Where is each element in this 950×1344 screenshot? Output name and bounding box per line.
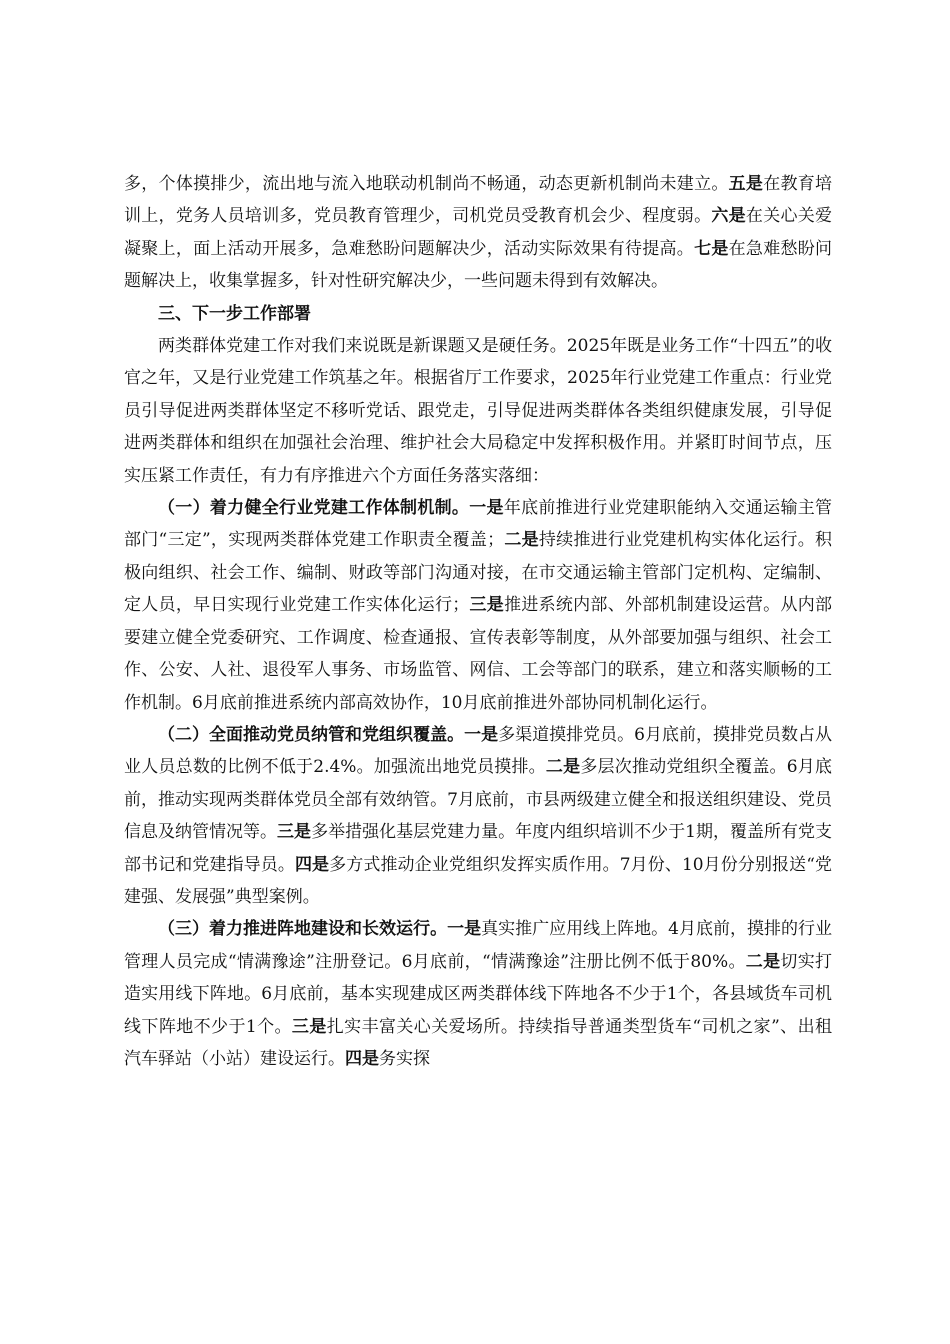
text-run: 切实打造实用线下阵地。6月底前，基本实现建成区两类群体线下阵地各不少于1个，各县域货车司机线下阵地不少于1个。 bbox=[124, 951, 833, 1037]
paragraph-continuation bbox=[124, 168, 832, 298]
ordinal-marker: 一是 bbox=[447, 919, 482, 940]
subsection-2 bbox=[124, 719, 832, 913]
intro-paragraph: 两类群体党建工作对我们来说既是新课题又是硬任务。2025年既是业务工作“十四五”的收官之年，又是行业党建工作筑基之年。根据省厅工作要求，2025年行业党建工作重点：行业党员引导促进两类群体坚定不移听党话、跟党走，引导促进两类群体各类组织健康发展，引导促进两类群体和组织在加强社会治理、维护社会大局稳定中发挥积极作用。并紧盯时间节点，压实压紧工作责任，有力有序推进六个方面任务落实落细： bbox=[124, 336, 832, 486]
ordinal-marker: 三是 bbox=[469, 595, 505, 616]
ordinal-marker: 二是 bbox=[745, 951, 781, 972]
text-run: 持续推进行业党建机构实体化运行。积极向组织、社会工作、编制、财政等部门沟通对接，在市交通运输主管部门定机构、定编制、定人员，早日实现行业党建工作实体化运行； bbox=[124, 530, 832, 616]
text-run: 在教育培训上，党务人员培训多，党员教育管理少，司机党员受教育机会少、程度弱。 bbox=[124, 174, 833, 227]
subsection-title: （一）着力健全行业党建工作体制机制。 bbox=[158, 498, 470, 519]
ordinal-marker: 二是 bbox=[545, 757, 581, 778]
ordinal-marker: 一是 bbox=[469, 498, 504, 519]
text-run: 多层次推动党组织全覆盖。6月底前，推动实现两类群体党员全部有效纳管。7月底前，市县两级建立健全和报送组织建设、党员信息及纳管情况等。 bbox=[124, 757, 832, 843]
section-heading: 三、下一步工作部署 bbox=[158, 303, 311, 324]
ordinal-marker: 二是 bbox=[504, 530, 539, 551]
text-run: 多，个体摸排少，流出地与流入地联动机制尚不畅通，动态更新机制尚未建立。 bbox=[124, 174, 729, 194]
text-run: 务实探 bbox=[379, 1048, 430, 1069]
document-page bbox=[124, 168, 832, 1075]
ordinal-marker: 七是 bbox=[694, 238, 729, 259]
text-run: 多举措强化基层党建力量。年度内组织培训不少于1期，覆盖所有党支部书记和党建指导员。 bbox=[124, 822, 833, 875]
ordinal-marker: 一是 bbox=[464, 724, 499, 745]
text-run: 年底前推进行业党建职能纳入交通运输主管部门“三定”，实现两类群体党建工作职责全覆盖； bbox=[124, 498, 833, 551]
text-run: 在关心关爱凝聚上，面上活动开展多，急难愁盼问题解决少，活动实际效果有待提高。 bbox=[124, 206, 833, 259]
subsection-1 bbox=[124, 492, 832, 719]
subsection-title: （三）着力推进阵地建设和长效运行。 bbox=[158, 919, 448, 940]
text-run: 推进系统内部、外部机制建设运营。从内部要建立健全党委研究、工作调度、检查通报、宣传表彰等制度，从外部要加强与组织、社会工作、公安、人社、退役军人事务、市场监管、网信、工会等部门的联系，建立和落实顺畅的工作机制。6月底前推进系统内部高效协作，10月底前推进外部协同机制化运行。 bbox=[124, 595, 833, 713]
ordinal-marker: 四是 bbox=[294, 854, 330, 875]
ordinal-marker: 三是 bbox=[291, 1016, 327, 1037]
text-run: 真实推广应用线上阵地。4月底前，摸排的行业管理人员完成“情满豫途”注册登记。6月底前，“情满豫途”注册比例不低于80%。 bbox=[124, 919, 832, 972]
subsection-3 bbox=[124, 913, 832, 1075]
subsection-title: （二）全面推动党员纳管和党组织覆盖。 bbox=[158, 724, 465, 745]
text-run: 扎实丰富关心关爱场所。持续指导普通类型货车“司机之家”、出租汽车驿站（小站）建设运行。 bbox=[124, 1016, 833, 1069]
text-run: 在急难愁盼问题解决上，收集掌握多，针对性研究解决少，一些问题未得到有效解决。 bbox=[124, 238, 833, 292]
text-run: 多方式推动企业党组织发挥实质作用。7月份、10月份分别报送“党建强、发展强”典型案例。 bbox=[124, 854, 833, 907]
text-run: 多渠道摸排党员。6月底前，摸排党员数占从业人员总数的比例不低于2.4%。加强流出地党员摸排。 bbox=[124, 724, 833, 778]
ordinal-marker: 五是 bbox=[728, 174, 764, 194]
ordinal-marker: 三是 bbox=[277, 822, 312, 843]
ordinal-marker: 六是 bbox=[711, 206, 746, 227]
ordinal-marker: 四是 bbox=[345, 1048, 379, 1069]
